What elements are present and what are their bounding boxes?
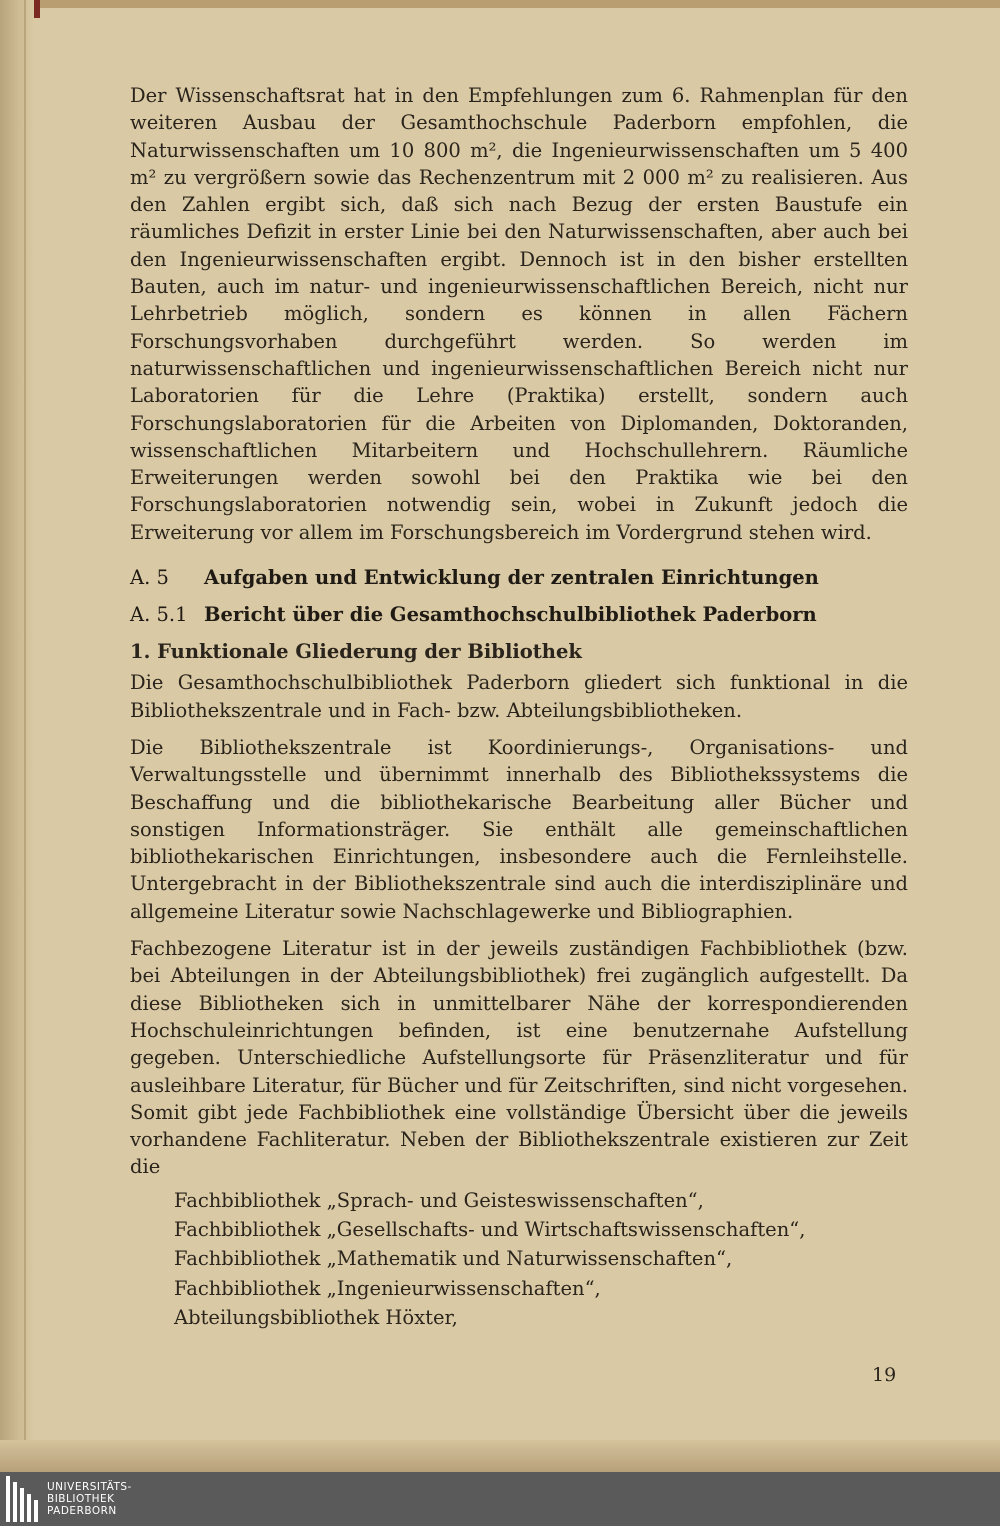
library-list	[174, 1187, 908, 1331]
paragraph-wissenschaftsrat: Der Wissenschaftsrat hat in den Empfehlungen zum 6. Rahmenplan für den weiteren Ausbau der Gesamthochschule Paderborn empfohlen, die Naturwissenschaften um 10 800 m², die Ingenieurwissenschaften um 5 400 m² zu vergrößern sowie das Rechenzentrum mit 2 000 m² zu realisieren. Aus den Zahlen ergibt sich, daß sich nach Bezug der ersten Baustufe ein räumliches Defizit in erster Linie bei den Naturwissenschaften, aber auch bei den Ingenieurwissenschaften ergibt. Dennoch ist in den bisher erstellten Bauten, auch im natur- und ingenieurwissenschaftlichen Bereich, nicht nur Lehrbetrieb möglich, sondern es können in allen Fächern Forschungsvorhaben durchgeführt werden. So werden im naturwissenschaftlichen und ingenieurwissenschaftlichen Bereich nicht nur Laboratorien für die Lehre (Praktika) erstellt, sondern auch Forschungslaboratorien für die Arbeiten von Diplomanden, Doktoranden, wissenschaftlichen Mitarbeitern und Hochschullehrern. Räumliche Erweiterungen werden sowohl bei den Praktika wie bei den Forschungslaboratorien notwendig sein, wobei in Zukunft jedoch die Erweiterung vor allem im Forschungsbereich im Vordergrund stehen wird.	[130, 84, 908, 544]
university-library-logo	[6, 1476, 132, 1522]
section-title: Bericht über die Gesamthochschulbibliothek Paderborn	[204, 603, 817, 627]
page-bottom-edge	[0, 1440, 1000, 1472]
list-item: Fachbibliothek „Ingenieurwissenschaften“,	[174, 1276, 601, 1300]
page-number: 19	[872, 1364, 897, 1386]
logo-text	[47, 1481, 132, 1517]
list-item: Fachbibliothek „Sprach- und Geisteswissenschaften“,	[174, 1188, 704, 1212]
section-number: A. 5	[130, 566, 169, 590]
book-binding-shadow	[0, 0, 34, 1472]
logo-line: BIBLIOTHEK	[47, 1493, 115, 1505]
paragraph-fachliteratur: Fachbezogene Literatur ist in der jeweils zuständigen Fachbibliothek (bzw. bei Abteilungen in der Abteilungsbibliothek) frei zugänglich aufgestellt. Da diese Bibliotheken sich in unmittelbarer Nähe der korrespondierenden Hochschuleinrichtungen befinden, ist eine benutzernahe Aufstellung gegeben. Unterschiedliche Aufstellungsorte für Präsenzliteratur und für ausleihbare Literatur, für Bücher und für Zeitschriften, sind nicht vorgesehen. Somit gibt jede Fachbibliothek eine vollständige Übersicht über die jeweils vorhandene Fachliteratur. Neben der Bibliothekszentrale existieren zur Zeit die	[130, 937, 908, 1179]
paragraph-gliederung: Die Gesamthochschulbibliothek Paderborn gliedert sich funktional in die Bibliothekszentrale und in Fach- bzw. Abteilungsbibliotheken.	[130, 671, 908, 722]
section-title: Aufgaben und Entwicklung der zentralen Einrichtungen	[204, 566, 819, 590]
section-number: A. 5.1	[130, 603, 188, 627]
page-top-edge	[0, 0, 1000, 8]
logo-bars-icon	[6, 1476, 41, 1522]
page-body	[130, 82, 908, 1333]
list-item: Fachbibliothek „Mathematik und Naturwissenschaften“,	[174, 1247, 733, 1271]
list-item: Fachbibliothek „Gesellschafts- und Wirtschaftswissenschaften“,	[174, 1217, 806, 1241]
footer-bar	[0, 1472, 1000, 1526]
binding-fold-line	[24, 0, 26, 1472]
subsection-heading: 1. Funktionale Gliederung der Bibliothek	[130, 640, 582, 664]
section-heading-a5	[130, 564, 908, 591]
list-item: Abteilungsbibliothek Höxter,	[174, 1305, 458, 1329]
section-heading-a51	[130, 601, 908, 628]
paragraph-bibliothekszentrale: Die Bibliothekszentrale ist Koordinierungs-, Organisations- und Verwaltungsstelle und übernimmt innerhalb des Bibliothekssystems die Beschaffung und die bibliothekarische Bearbeitung aller Bücher und sonstigen Informationsträger. Sie enthält alle gemeinschaftlichen bibliothekarischen Einrichtungen, insbesondere auch die Fernleihstelle. Untergebracht in der Bibliothekszentrale sind auch die interdisziplinäre und allgemeine Literatur sowie Nachschlagewerke und Bibliographien.	[130, 735, 908, 923]
logo-line: PADERBORN	[47, 1505, 117, 1517]
logo-line: UNIVERSITÄTS-	[47, 1481, 132, 1493]
